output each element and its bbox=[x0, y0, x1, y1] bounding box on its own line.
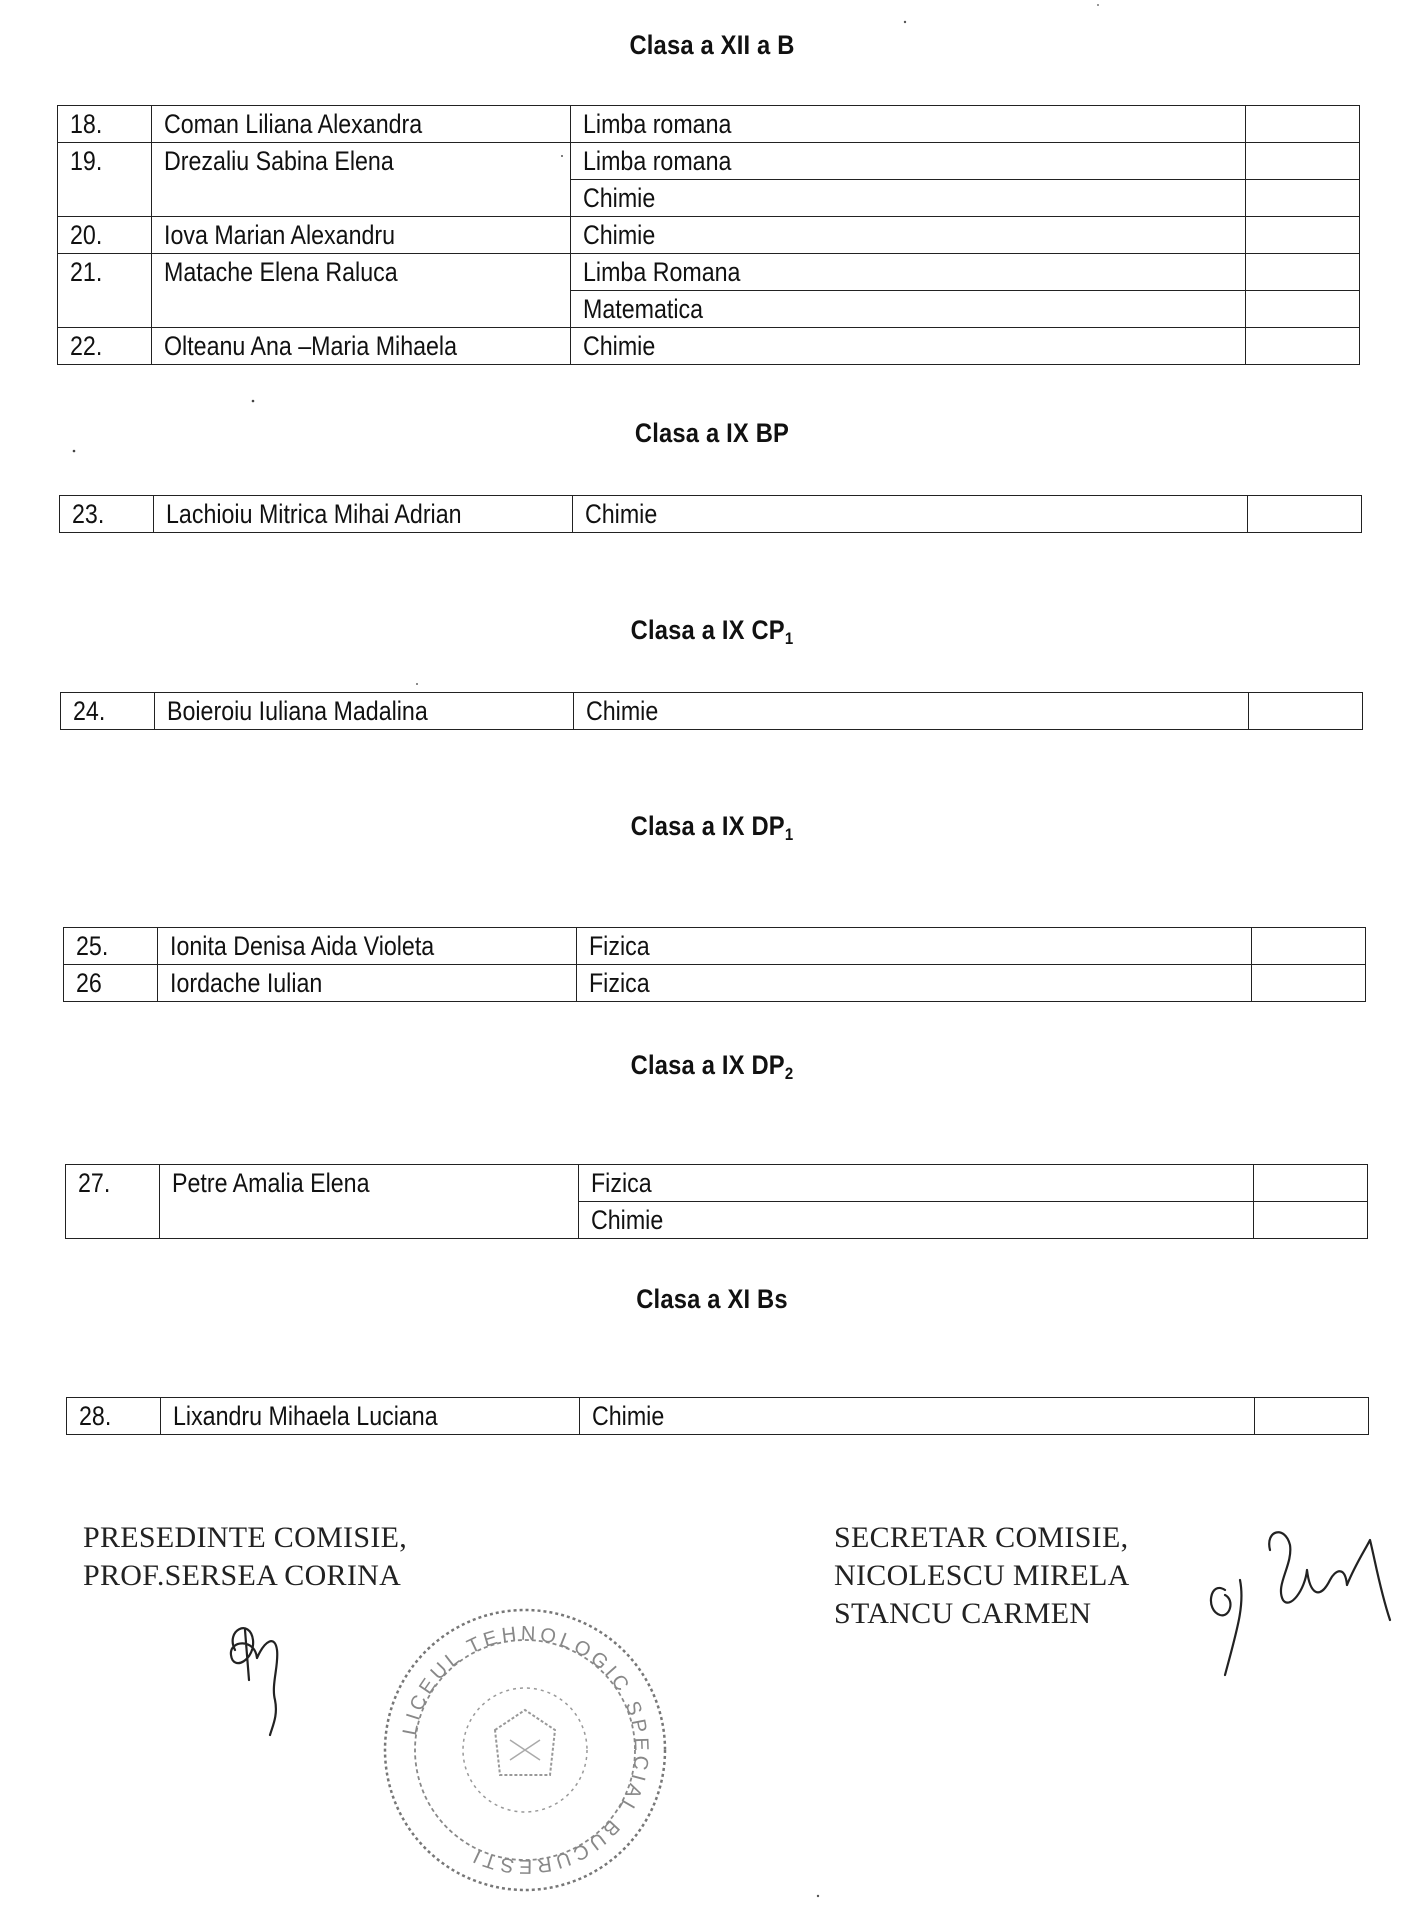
subject: Limba romana bbox=[582, 146, 732, 176]
row-number: 27. bbox=[78, 1168, 111, 1198]
student-name: Petre Amalia Elena bbox=[171, 1168, 370, 1198]
student-name: Matache Elena Raluca bbox=[163, 257, 398, 287]
president-name: PROF.SERSEA CORINA bbox=[83, 1559, 402, 1592]
table-row bbox=[64, 928, 1366, 965]
empty-cell bbox=[1248, 496, 1362, 533]
student-name: Ionita Denisa Aida Violeta bbox=[169, 931, 435, 961]
subject: Limba Romana bbox=[582, 257, 741, 287]
subject: Fizica bbox=[588, 931, 650, 961]
row-number: 26 bbox=[76, 968, 102, 998]
section-heading: Clasa a IX $CP_1$ bbox=[630, 615, 794, 648]
student-name: Iova Marian Alexandru bbox=[163, 220, 395, 250]
row-number: 19. bbox=[70, 146, 103, 176]
table-row bbox=[58, 328, 1360, 365]
empty-cell bbox=[1246, 143, 1360, 180]
student-name: Coman Liliana Alexandra bbox=[163, 109, 423, 139]
subject: Chimie bbox=[582, 220, 656, 250]
empty-cell bbox=[1246, 328, 1360, 365]
table-row bbox=[58, 217, 1360, 254]
row-number: 24. bbox=[73, 696, 106, 726]
president-signature bbox=[215, 1610, 315, 1740]
table-row bbox=[58, 106, 1360, 143]
empty-cell bbox=[1246, 291, 1360, 328]
table-row bbox=[61, 693, 1363, 730]
subject: Matematica bbox=[582, 294, 703, 324]
student-name: Olteanu Ana –Maria Mihaela bbox=[163, 331, 457, 361]
subject: Chimie bbox=[590, 1205, 664, 1235]
subject: Chimie bbox=[591, 1401, 665, 1431]
empty-cell bbox=[1252, 928, 1366, 965]
table-row bbox=[66, 1165, 1368, 1202]
student-name: Iordache Iulian bbox=[169, 968, 323, 998]
row-number: 21. bbox=[70, 257, 103, 287]
row-number: 22. bbox=[70, 331, 103, 361]
results-table bbox=[59, 495, 1362, 533]
row-number: 28. bbox=[79, 1401, 112, 1431]
student-name: Drezaliu Sabina Elena bbox=[163, 146, 394, 176]
row-number: 25. bbox=[76, 931, 109, 961]
row-number: 18. bbox=[70, 109, 103, 139]
table-row bbox=[64, 965, 1366, 1002]
student-name: Lixandru Mihaela Luciana bbox=[172, 1401, 438, 1431]
table-row bbox=[67, 1398, 1369, 1435]
results-table bbox=[66, 1397, 1369, 1435]
student-name: Boieroiu Iuliana Madalina bbox=[166, 696, 428, 726]
section-heading: Clasa a IX BP bbox=[634, 418, 790, 448]
table-row bbox=[58, 143, 1360, 180]
empty-cell bbox=[1246, 217, 1360, 254]
secretary-name-2: STANCU CARMEN bbox=[834, 1597, 1092, 1630]
empty-cell bbox=[1249, 693, 1363, 730]
subject: Fizica bbox=[588, 968, 650, 998]
official-stamp bbox=[375, 1600, 675, 1900]
empty-cell bbox=[1252, 965, 1366, 1002]
secretary-block bbox=[834, 1519, 1130, 1633]
row-number: 23. bbox=[72, 499, 105, 529]
empty-cell bbox=[1246, 106, 1360, 143]
subject: Chimie bbox=[582, 183, 656, 213]
empty-cell bbox=[1246, 180, 1360, 217]
student-name: Lachioiu Mitrica Mihai Adrian bbox=[165, 499, 462, 529]
empty-cell bbox=[1254, 1202, 1368, 1239]
results-table bbox=[57, 105, 1360, 365]
subject: Fizica bbox=[590, 1168, 652, 1198]
president-block bbox=[83, 1519, 407, 1595]
empty-cell bbox=[1254, 1165, 1368, 1202]
table-row bbox=[60, 496, 1362, 533]
empty-cell bbox=[1246, 254, 1360, 291]
secretary-signature bbox=[1195, 1510, 1405, 1685]
row-number: 20. bbox=[70, 220, 103, 250]
section-heading: Clasa a IX $DP_1$ bbox=[630, 811, 794, 844]
subject: Chimie bbox=[584, 499, 658, 529]
results-table bbox=[60, 692, 1363, 730]
section-heading: Clasa a XI Bs bbox=[636, 1284, 788, 1314]
stamp-text: LICEUL TEHNOLOGIC SPECIAL BUCURESTI bbox=[398, 1622, 653, 1878]
secretary-title: SECRETAR COMISIE, bbox=[834, 1521, 1129, 1554]
results-table bbox=[63, 927, 1366, 1002]
table-row bbox=[58, 254, 1360, 291]
subject: Chimie bbox=[585, 696, 659, 726]
section-heading: Clasa a IX $DP_2$ bbox=[630, 1050, 794, 1083]
secretary-name-1: NICOLESCU MIRELA bbox=[834, 1559, 1130, 1592]
president-title: PRESEDINTE COMISIE, bbox=[83, 1521, 408, 1554]
empty-cell bbox=[1255, 1398, 1369, 1435]
section-heading: Clasa a XII a B bbox=[629, 30, 795, 60]
subject: Chimie bbox=[582, 331, 656, 361]
results-table bbox=[65, 1164, 1368, 1239]
subject: Limba romana bbox=[582, 109, 732, 139]
